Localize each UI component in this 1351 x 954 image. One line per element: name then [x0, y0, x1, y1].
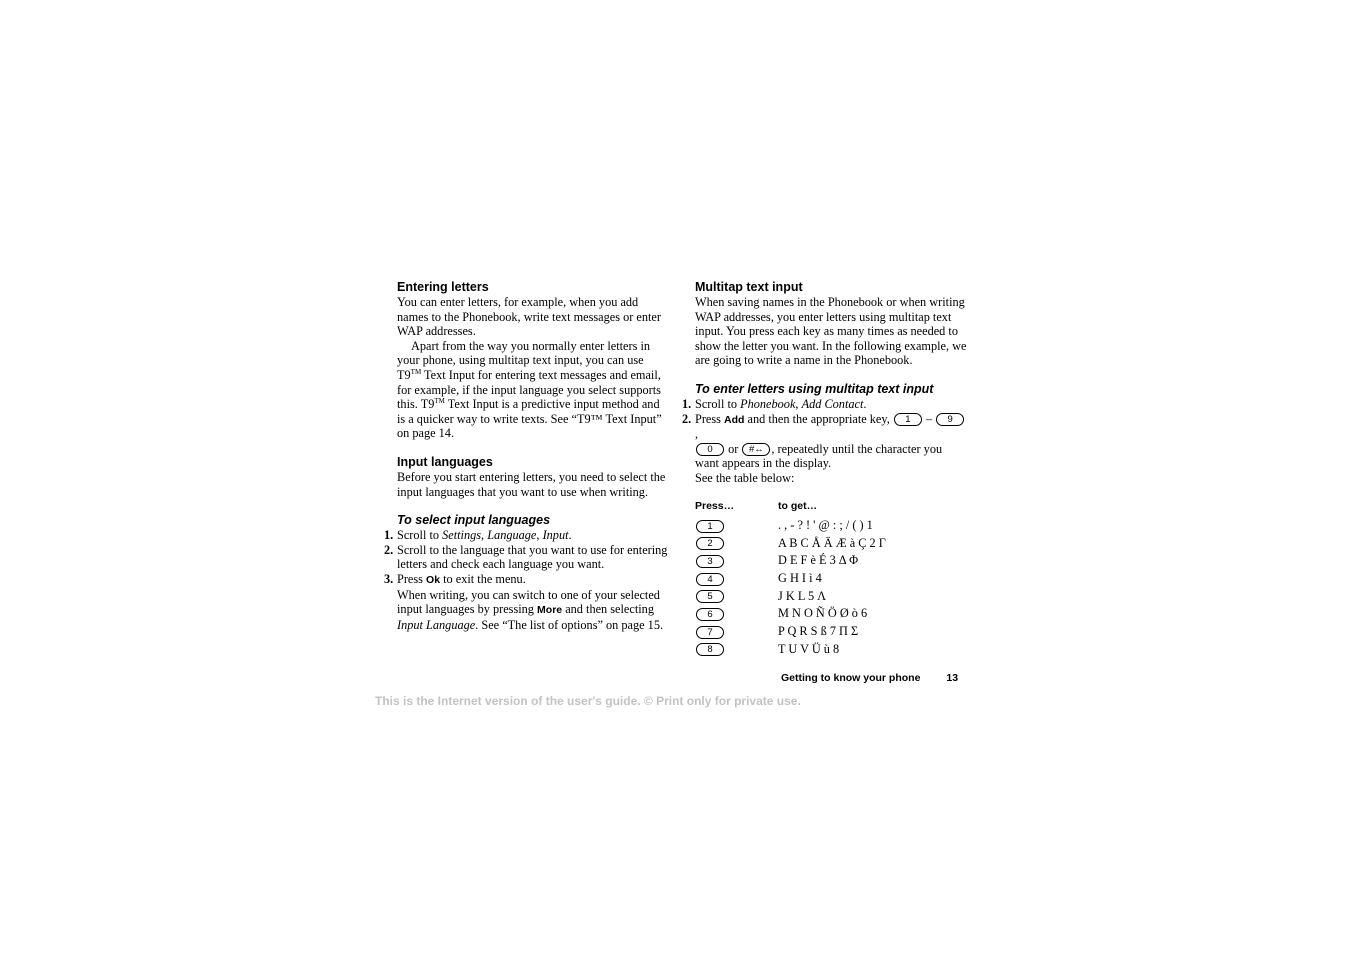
- key-9-icon: 9: [936, 413, 964, 426]
- key-8-icon: 8: [696, 643, 724, 656]
- table-row: [695, 587, 886, 605]
- multitap-heading: Multitap text input: [695, 280, 803, 294]
- key-6-icon: 6: [696, 608, 724, 621]
- step-item: 3. Press Ok to exit the menu. When writing, you can switch to one of your selected input languages by pressing More and then selecting Input Language. See “The list of options” on page 15.: [384, 571, 664, 632]
- step-item: 1. Scroll to Phonebook, Add Contact.: [682, 396, 867, 411]
- trademark-mark: TM: [410, 367, 422, 376]
- table-row: [695, 623, 886, 641]
- key-5-icon: 5: [696, 590, 724, 603]
- key-characters: A B C Å Ä Æ à Ç 2 Γ: [778, 535, 886, 550]
- enter-letters-steps: [682, 396, 967, 486]
- add-softkey-label: Add: [724, 413, 745, 426]
- step-item: 2. Press Add and then the appropriate key, 1 – 9, 0 or #↔ , repeatedly until the character you want appears in the display. See the table below:: [695, 412, 967, 486]
- step-item: 2. Scroll to the language that you want to use for entering letters and check each language you want.: [384, 542, 668, 572]
- key-characters: M N O Ñ Ö Ø ò 6: [778, 606, 868, 621]
- footer-section-title: Getting to know your phone: [781, 672, 921, 684]
- input-languages-paragraph: Before you start entering letters, you need to select the input languages that you want to use when writing.: [397, 469, 666, 499]
- key-characters: T U V Ü ù 8: [778, 641, 840, 656]
- trademark-mark: TM: [434, 397, 445, 406]
- page-footer: [781, 672, 958, 684]
- left-column: [384, 280, 669, 632]
- step-item: 1. Scroll to Settings, Language, Input.: [384, 528, 572, 543]
- key-1-icon: 1: [894, 413, 922, 426]
- key-characters: . , - ? ! ' @ : ; / ( ) 1: [778, 517, 873, 532]
- key-hash-icon: #↔: [742, 443, 770, 456]
- key-7-icon: 7: [696, 626, 724, 639]
- multitap-paragraph: When saving names in the Phonebook or when writing WAP addresses, you enter letters using multitap text input. You press each key as many times as needed to show the letter you want. In the following example, we are going to write a name in the Phonebook.: [695, 295, 967, 368]
- more-softkey-label: More: [537, 604, 563, 617]
- key-4-icon: 4: [696, 573, 724, 586]
- key-2-icon: 2: [696, 537, 724, 550]
- select-languages-steps: [384, 528, 669, 632]
- table-row: [695, 552, 886, 570]
- press-column-header: Press…: [695, 499, 735, 512]
- key-1-icon: 1: [696, 520, 724, 533]
- key-characters: P Q R S ß 7 Π Σ: [778, 624, 859, 639]
- key-0-icon: 0: [696, 443, 724, 456]
- key-characters: G H I ì 4: [778, 571, 822, 586]
- table-row: [695, 534, 886, 552]
- get-column-header: to get…: [778, 499, 818, 512]
- key-characters: J K L 5 Λ: [778, 588, 827, 603]
- table-header-row: [695, 500, 886, 517]
- entering-letters-intro: You can enter letters, for example, when you add names to the Phonebook, write text messages or enter WAP addresses.: [397, 295, 661, 339]
- enter-letters-heading: To enter letters using multitap text input: [695, 381, 934, 396]
- input-languages-heading: Input languages: [397, 454, 493, 469]
- table-row: [695, 605, 886, 623]
- entering-letters-heading: Entering letters: [397, 280, 489, 294]
- table-row: [695, 640, 886, 658]
- key-3-icon: 3: [696, 555, 724, 568]
- table-row: [695, 570, 886, 588]
- internet-version-watermark: This is the Internet version of the user's guide. © Print only for private use.: [375, 694, 801, 708]
- multitap-character-table: [695, 500, 886, 659]
- right-column: [682, 280, 967, 658]
- key-characters: D E F è É 3 Δ Φ: [778, 553, 859, 568]
- ok-softkey-label: Ok: [426, 573, 441, 586]
- t9-paragraph: Apart from the way you normally enter letters in your phone, using multitap text input, you can use T9™ Text Input for entering text messages and email, for example, if the input language you select supports this. T9™ Text Input is a predictive input method and is a quicker way to write texts. See “T9™ Text Input” on page 14.: [397, 338, 662, 441]
- page-number: 13: [946, 672, 959, 684]
- select-input-languages-heading: To select input languages: [397, 513, 551, 528]
- table-row: [695, 517, 886, 535]
